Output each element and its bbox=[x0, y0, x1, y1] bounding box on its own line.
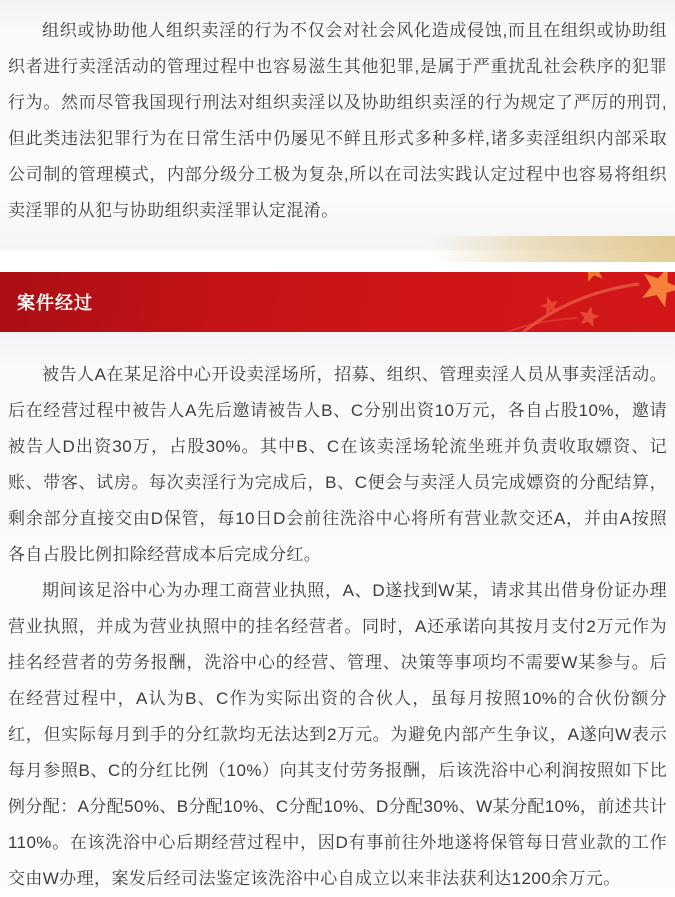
section-banner bbox=[0, 272, 675, 332]
section-banner-title: 案件经过 bbox=[17, 293, 93, 313]
intro-paragraph: 组织或协助他人组织卖淫的行为不仅会对社会风化造成侵蚀,而且在组织或协助组织者进行卖淫活动的管理过程中也容易滋生其他犯罪,是属于严重扰乱社会秩序的犯罪行为。然而尽管我国现行刑法对组织卖淫以及协助组织卖淫的行为规定了严厉的刑罚,但此类违法犯罪行为在日常生活中仍屡见不鲜且形式多种多样,诸多卖淫组织内部采取公司制的管理模式，内部分级分工极为复杂,所以在司法实践认定过程中也容易将组织卖淫罪的从犯与协助组织卖淫罪认定混淆。 bbox=[8, 21, 667, 220]
small-star-icon bbox=[577, 304, 602, 328]
intro-section bbox=[0, 0, 675, 250]
shooting-stars-icon bbox=[425, 272, 675, 332]
top-star-icon bbox=[578, 272, 607, 283]
gold-accent-bar bbox=[430, 236, 675, 262]
case-paragraph-1: 被告人A在某足浴中心开设卖淫场所，招募、组织、管理卖淫人员从事卖淫活动。后在经营过程中被告人A先后邀请被告人B、C分别出资10万元，各自占股10%，邀请被告人D出资30万，占股30%。其中B、C在该卖淫场轮流坐班并负责收取嫖资、记账、带客、试房。每次卖淫行为完成后，B、C便会与卖淫人员完成嫖资的分配结算，剩余部分直接交由D保管，每10日D会前往洗浴中心将所有营业款交还A，并由A按照各自占股比例扣除经营成本后完成分红。 bbox=[8, 365, 667, 564]
section-gap bbox=[0, 250, 675, 272]
swoosh-arc-main bbox=[521, 284, 639, 332]
case-paragraph-2: 期间该足浴中心为办理工商营业执照，A、D遂找到W某，请求其出借身份证办理营业执照，并成为营业执照中的挂名经营者。同时，A还承诺向其按月支付2万元作为挂名经营者的劳务报酬，洗浴中心的经营、管理、决策等事项均不需要W某参与。后在经营过程中，A认为B、C作为实际出资的合伙人，虽每月按照10%的合伙份额分红，但实际每月到手的分红款均无法达到2万元。为避免内部产生争议，A遂向W表示每月参照B、C的分红比例（10%）向其支付劳务报酬，后该洗浴中心利润按照如下比例分配：A分配50%、B分配10%、C分配10%、D分配30%、W某分配10%，前述共计110%。在该洗浴中心后期经营过程中，因D有事前往外地遂将保管每日营业款的工作交由W办理，案发后经司法鉴定该洗浴中心自成立以来非法获利达1200余万元。 bbox=[8, 581, 667, 888]
case-section bbox=[0, 332, 675, 888]
big-star-icon bbox=[635, 272, 675, 310]
